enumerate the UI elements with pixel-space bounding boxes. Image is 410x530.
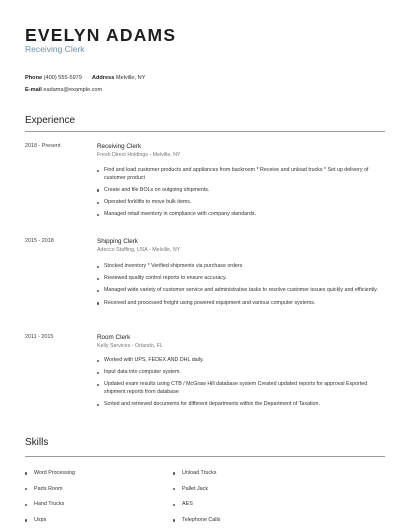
candidate-title: Receiving Clerk — [25, 44, 85, 54]
skills-divider — [25, 456, 385, 457]
job-bullet: Create and file BOLs on outgoing shipments. — [97, 187, 385, 195]
skill-item: Parts Room — [25, 486, 75, 502]
job-bullet: Operated forklifts to move bulk items. — [97, 199, 385, 207]
job-bullets — [97, 167, 385, 223]
skill-item: Telephone Calls — [173, 517, 220, 530]
job-bullet: Managed retail inventory in compliance with company standards. — [97, 211, 385, 219]
skill-item: Unload Trucks — [173, 470, 220, 486]
phone-value: (400) 555-5979 — [43, 75, 82, 81]
job-bullet: Received and processed freight using powered equipment and various computer systems. — [97, 300, 385, 308]
skills-list-right — [173, 470, 220, 530]
job-bullet: Managed wide variety of customer service and administrative tasks to resolve customer issues quickly and efficiently. — [97, 287, 385, 295]
skills-list-left — [25, 470, 75, 530]
experience-divider — [25, 131, 385, 132]
job-bullet: Stocked inventory * Verified shipments via purchase orders — [97, 263, 385, 271]
phone-label: Phone — [25, 75, 43, 81]
job-bullet: Worked with UPS, FEDEX AND DHL daily. — [97, 357, 385, 365]
skill-item: Word Processing — [25, 470, 75, 486]
skill-item: Pallet Jack — [173, 486, 220, 502]
job-title: Room Clerk — [97, 334, 131, 341]
address-value: Melville, NY — [115, 75, 146, 81]
contact-line-phone-address — [25, 75, 145, 81]
contact-line-email — [25, 87, 102, 93]
experience-heading: Experience — [25, 115, 76, 126]
job-bullet: Reviewed quality control reports to ensure accuracy. — [97, 275, 385, 283]
job-title: Shipping Clerk — [97, 238, 138, 245]
job-bullet: Sorted and retrieved documents for different departments within the Department of Taxation. — [97, 401, 385, 409]
email-value: eadams@example.com — [43, 87, 103, 93]
skill-item: Hand Trucks — [25, 501, 75, 517]
job-bullets — [97, 263, 385, 312]
job-company: Fresh Direct Holdings - Melville, NY — [97, 152, 181, 158]
job-bullets — [97, 357, 385, 413]
skill-item: Usps — [25, 517, 75, 530]
job-company: Adecco Staffing, USA - Melville, NY — [97, 247, 181, 253]
job-dates: 2011 - 2015 — [25, 334, 54, 340]
address-label: Address — [91, 75, 115, 81]
job-bullet: Find and load customer products and appliances from backroom * Receive and unload trucks * Set up delivery of customer product — [97, 167, 385, 182]
candidate-name: EVELYN ADAMS — [25, 25, 177, 45]
skill-item: AES — [173, 501, 220, 517]
job-bullet: Input data into computer system. — [97, 369, 385, 377]
job-title: Receiving Clerk — [97, 143, 142, 150]
job-dates: 2015 - 2018 — [25, 238, 54, 244]
job-dates: 2018 - Present — [25, 143, 61, 149]
job-bullet: Updated exam results using CTB / McGraw Hill database system Created updated reports for approval Exported shipment reports from database — [97, 381, 385, 396]
skills-heading: Skills — [25, 437, 49, 448]
email-label: E-mail — [25, 87, 42, 93]
job-company: Kelly Services - Orlando, FL — [97, 343, 163, 349]
